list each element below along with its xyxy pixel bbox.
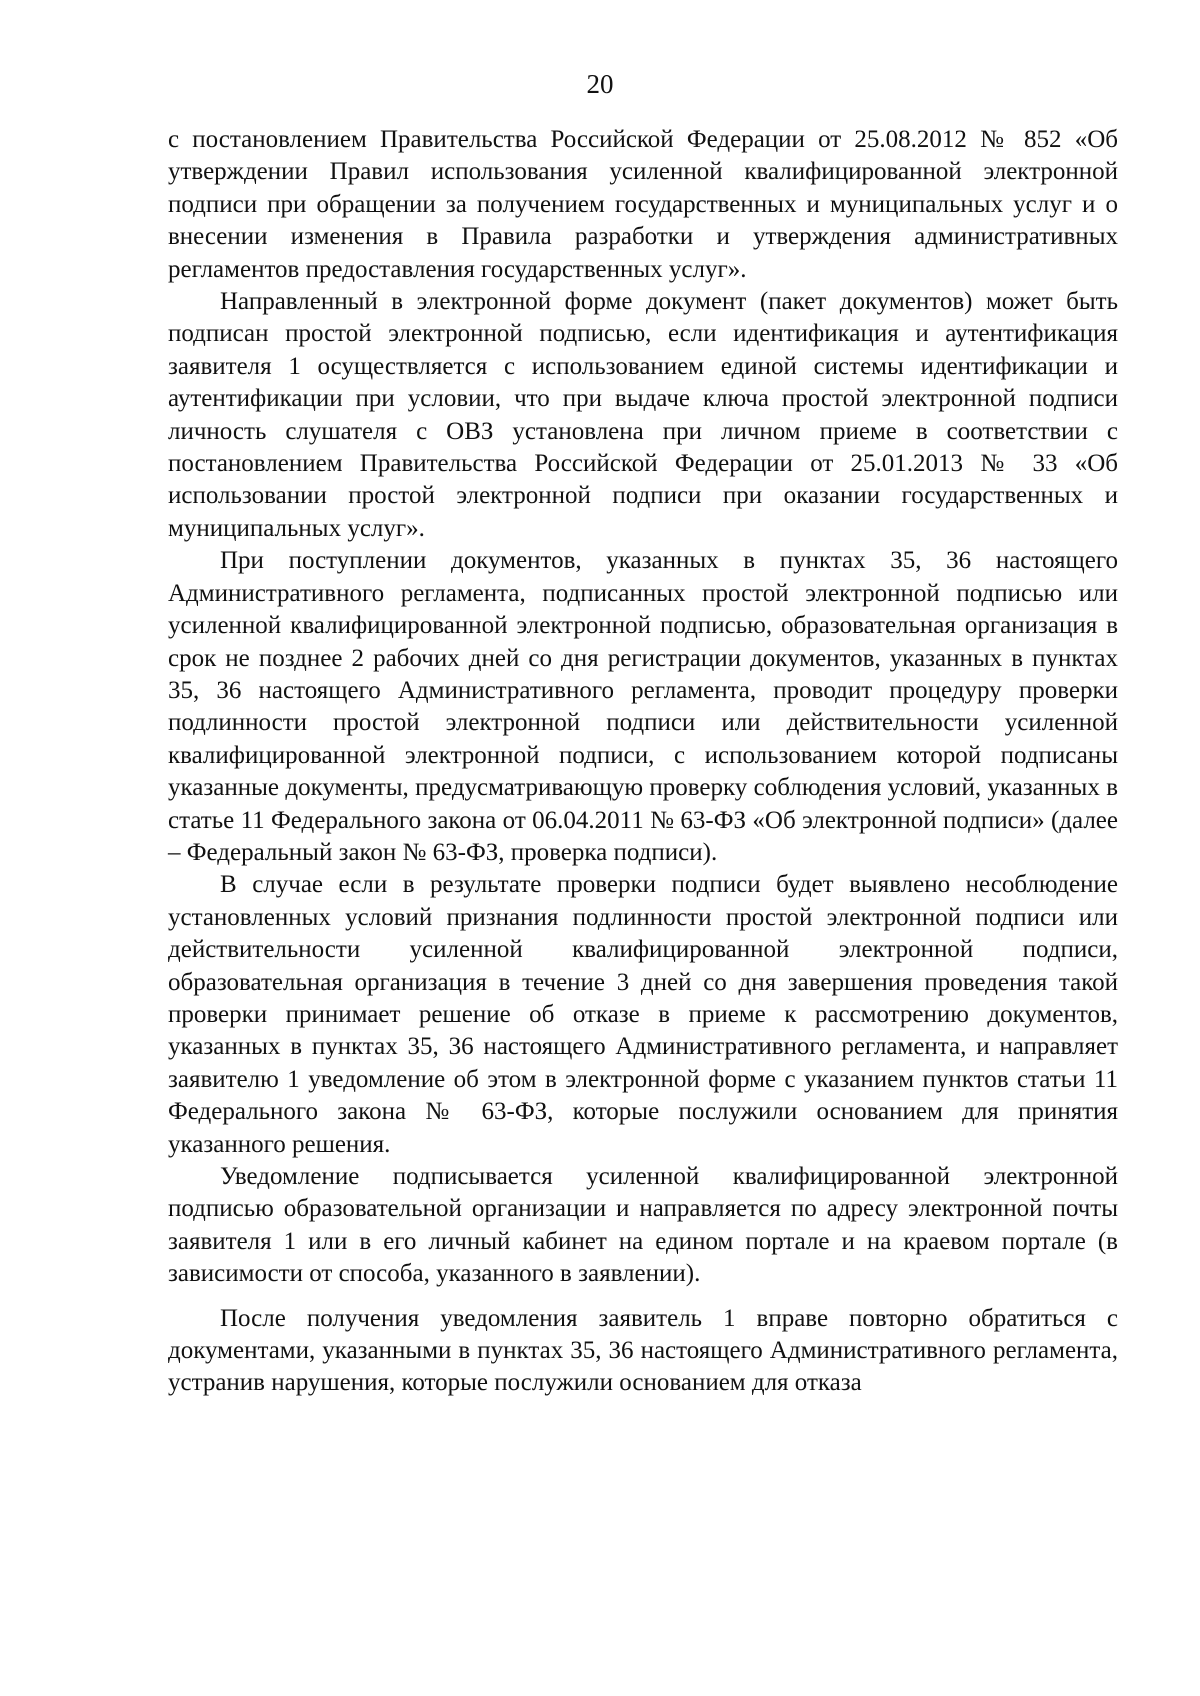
paragraph: В случае если в результате проверки подписи будет выявлено несоблюдение установленных условий признания подлинности простой электронной подписи или действительности усиленной квалифицированной электронной подписи, образовательная организация в течение 3 дней со дня завершения проведения такой проверки принимает решение об отказе в приеме к рассмотрению документов, указанных в пунктах 35, 36 настоящего Административного регламента, и направляет заявителю 1 уведомление об этом в электронной форме с указанием пунктов статьи 11 Федерального закона № 63-ФЗ, которые послужили основанием для принятия указанного решения.: [168, 871, 1118, 1158]
paragraph: При поступлении документов, указанных в пунктах 35, 36 настоящего Административного регламента, подписанных простой электронной подписью или усиленной квалифицированной электронной подписью, образовательная организация в срок не позднее 2 рабочих дней со дня регистрации документов, указанных в пунктах 35, 36 настоящего Административного регламента, проводит процедуру проверки подлинности простой электронной подписи или действительности усиленной квалифицированной электронной подписи, с использованием которой подписаны указанные документы, предусматривающую проверку соблюдения условий, указанных в статье 11 Федерального закона от 06.04.2011 № 63-ФЗ «Об электронной подписи» (далее – Федеральный закон № 63-ФЗ, проверка подписи).: [168, 547, 1118, 866]
paragraph: Уведомление подписывается усиленной квалифицированной электронной подписью образовательной организации и направляется по адресу электронной почты заявителя 1 или в его личный кабинет на едином портале и на краевом портале (в зависимости от способа, указанного в заявлении).: [168, 1163, 1118, 1288]
paragraph: Направленный в электронной форме документ (пакет документов) может быть подписан простой электронной подписью, если идентификация и аутентификация заявителя 1 осуществляется с использованием единой системы идентификации и аутентификации при условии, что при выдаче ключа простой электронной подписи личность слушателя с ОВЗ установлена при личном приеме в соответствии с постановлением Правительства Российской Федерации от 25.01.2013 № 33 «Об использовании простой электронной подписи при оказании государственных и муниципальных услуг».: [168, 288, 1118, 542]
paragraph: с постановлением Правительства Российской Федерации от 25.08.2012 № 852 «Об утверждении Правил использования усиленной квалифицированной электронной подписи при обращении за получением государственных и муниципальных услуг и о внесении изменения в Правила разработки и утверждения административных регламентов предоставления государственных услуг».: [168, 126, 1118, 283]
document-body: [168, 124, 1118, 1400]
page-number: 20: [586, 69, 614, 99]
paragraph: После получения уведомления заявитель 1 вправе повторно обратиться с документами, указанными в пунктах 35, 36 настоящего Административного регламента, устранив нарушения, которые послужили основанием для отказа: [168, 1304, 1118, 1397]
